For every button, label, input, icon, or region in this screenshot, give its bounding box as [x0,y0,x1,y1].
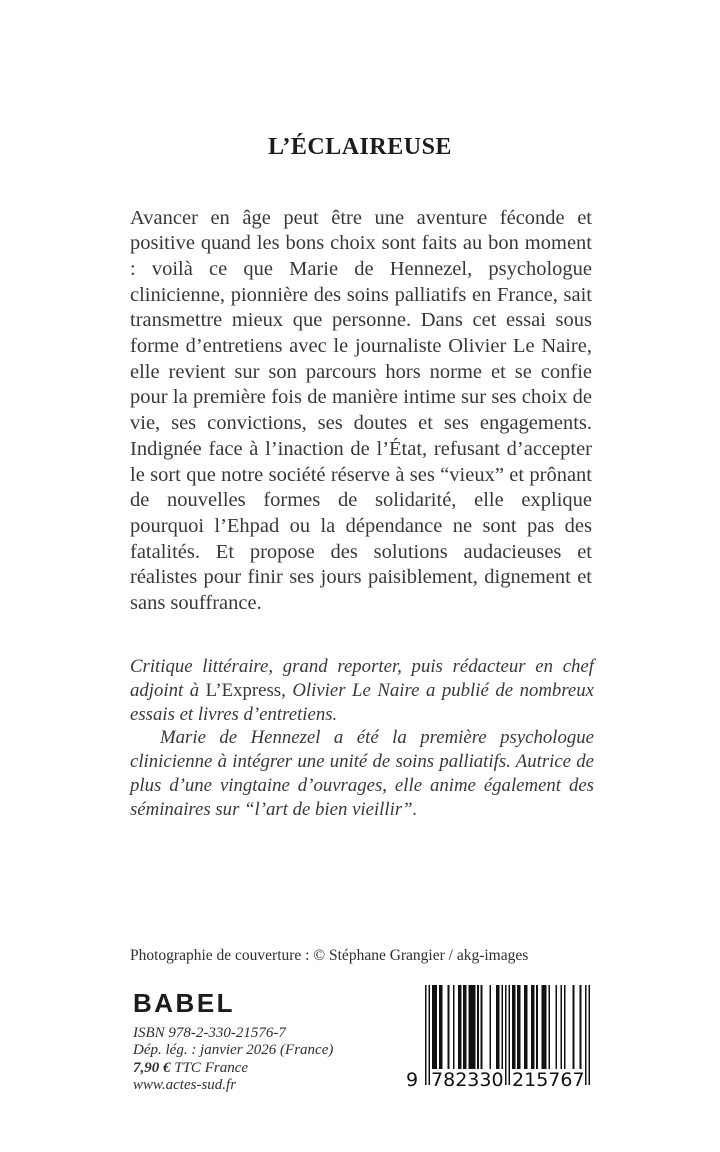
barcode-digit: 6 [560,1069,573,1091]
barcode-digit: 8 [443,1069,456,1091]
isbn-line: ISBN 978-2-330-21576-7 [133,1025,286,1041]
bio-text-post: , Olivier Le Naire a publié de nombreux essais et livres d’entretiens. [130,679,594,725]
barcode-digit: 7 [548,1069,561,1091]
publication-name: L’Express [205,679,282,701]
barcode-digits-left [431,1070,503,1090]
bio-paragraph-author: Marie de Hennezel a été la première psychologue clinicienne à intégrer une unité de soins palliatifs. Autrice de plus d’une vingtaine d’ouvrages, elle anime également des séminaires sur “l’art de bien vieillir”. [130,727,594,820]
synopsis-paragraph: Avancer en âge peut être une aventure féconde et positive quand les bons choix sont faits au bon moment : voilà ce que Marie de Hennezel, psychologue clinicienne, pionnière des soins palliatifs en France, sait transmettre mieux que personne. Dans cet essai sous forme d’entretiens avec le journaliste Olivier Le Naire, elle revient sur son parcours hors norme et se confie pour la première fois de manière intime sur ses choix de vie, ses convictions, ses doutes et ses engagements. Indignée face à l’inaction de l’État, refusant d’accepter le sort que notre société réserve à ses “vieux” et prônant de nouvelles formes de solidarité, elle explique pourquoi l’Ehpad ou la dépendance ne sont pas des fatalités. Et propose des solutions audacieuses et réalistes pour finir ses jours paisiblement, dignement et sans souffrance. [130,206,592,615]
barcode-digit: 7 [431,1069,444,1091]
price-value: 7,90 € [133,1059,171,1076]
bio-paragraph-journalist [130,655,594,726]
barcode-digit: 2 [455,1069,468,1091]
imprint-logo: BABEL [133,988,236,1018]
barcode-digits-right [512,1070,584,1090]
ean13-barcode [404,985,594,1091]
barcode-digit: 3 [479,1069,492,1091]
barcode-digit-first: 9 [406,1069,419,1091]
barcode-digit: 0 [491,1069,504,1091]
legal-deposit-line: Dép. lég. : janvier 2026 (France) [133,1042,334,1059]
imprint-info [133,1025,333,1095]
barcode-digit: 3 [467,1069,480,1091]
barcode-digit: 7 [572,1069,585,1091]
bio-text-pre: Critique littéraire, grand reporter, puis rédacteur en chef adjoint à [130,656,594,701]
barcode-digit: 5 [536,1069,549,1091]
barcode-digit: 2 [512,1069,525,1091]
book-title: L’ÉCLAIREUSE [268,134,452,161]
author-bio [130,655,594,822]
publisher-website: www.actes-sud.fr [133,1077,237,1094]
cover-photo-credit: Photographie de couverture : © Stéphane Grangier / akg-images [130,947,529,964]
barcode-digit: 1 [524,1069,537,1091]
price-suffix: TTC France [170,1059,249,1076]
price-line [133,1060,333,1077]
